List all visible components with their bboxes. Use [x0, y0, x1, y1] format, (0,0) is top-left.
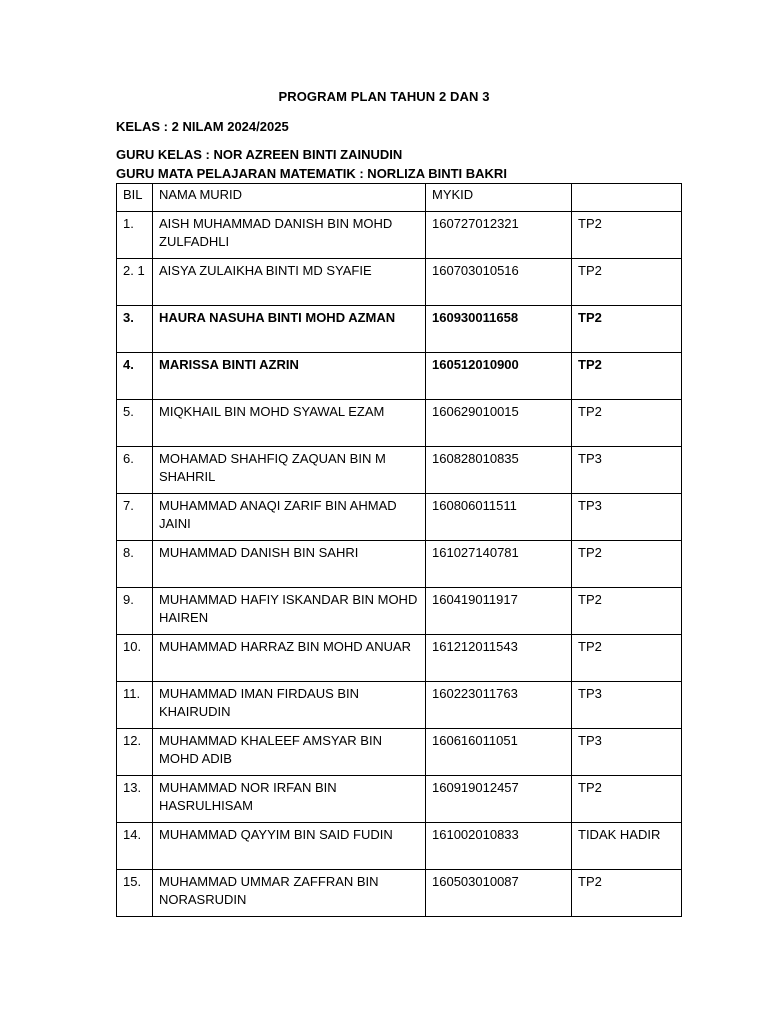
cell-nama-murid: MOHAMAD SHAHFIQ ZAQUAN BIN M SHAHRIL: [153, 447, 426, 494]
cell-nama-murid: MUHAMMAD DANISH BIN SAHRI: [153, 541, 426, 588]
table-row: [117, 447, 682, 494]
class-line: KELAS : 2 NILAM 2024/2025: [116, 119, 289, 134]
subject-teacher-line: GURU MATA PELAJARAN MATEMATIK : NORLIZA BINTI BAKRI: [116, 166, 507, 181]
cell-bil: 9.: [117, 588, 153, 635]
cell-bil: 14.: [117, 823, 153, 870]
table-row: [117, 353, 682, 400]
table-row: [117, 635, 682, 682]
cell-tp: TP2: [572, 400, 682, 447]
header-nama-murid: NAMA MURID: [153, 184, 426, 212]
table-row: [117, 400, 682, 447]
cell-bil: 4.: [117, 353, 153, 400]
cell-nama-murid: MUHAMMAD NOR IRFAN BIN HASRULHISAM: [153, 776, 426, 823]
cell-mykid: 161002010833: [426, 823, 572, 870]
cell-mykid: 160629010015: [426, 400, 572, 447]
cell-mykid: 160930011658: [426, 306, 572, 353]
cell-bil: 2. 1: [117, 259, 153, 306]
cell-mykid: 160419011917: [426, 588, 572, 635]
cell-tp: TP2: [572, 870, 682, 917]
class-teacher-line: GURU KELAS : NOR AZREEN BINTI ZAINUDIN: [116, 147, 403, 162]
cell-tp: TP2: [572, 541, 682, 588]
cell-bil: 1.: [117, 212, 153, 259]
cell-nama-murid: MUHAMMAD ANAQI ZARIF BIN AHMAD JAINI: [153, 494, 426, 541]
cell-bil: 8.: [117, 541, 153, 588]
cell-tp: TP3: [572, 494, 682, 541]
table-header-row: [117, 184, 682, 212]
cell-nama-murid: MUHAMMAD KHALEEF AMSYAR BIN MOHD ADIB: [153, 729, 426, 776]
header-bil: BIL: [117, 184, 153, 212]
table-body: [117, 212, 682, 917]
cell-bil: 5.: [117, 400, 153, 447]
cell-mykid: 160919012457: [426, 776, 572, 823]
cell-nama-murid: MIQKHAIL BIN MOHD SYAWAL EZAM: [153, 400, 426, 447]
cell-tp: TP2: [572, 212, 682, 259]
cell-mykid: 160512010900: [426, 353, 572, 400]
cell-tp: TP2: [572, 259, 682, 306]
cell-nama-murid: AISYA ZULAIKHA BINTI MD SYAFIE: [153, 259, 426, 306]
cell-nama-murid: HAURA NASUHA BINTI MOHD AZMAN: [153, 306, 426, 353]
cell-bil: 10.: [117, 635, 153, 682]
cell-mykid: 160806011511: [426, 494, 572, 541]
cell-bil: 11.: [117, 682, 153, 729]
cell-mykid: 161027140781: [426, 541, 572, 588]
cell-tp: TP2: [572, 588, 682, 635]
cell-bil: 3.: [117, 306, 153, 353]
student-table: [116, 183, 682, 917]
cell-mykid: 160616011051: [426, 729, 572, 776]
cell-tp: TP3: [572, 447, 682, 494]
cell-nama-murid: MUHAMMAD HAFIY ISKANDAR BIN MOHD HAIREN: [153, 588, 426, 635]
table-row: [117, 776, 682, 823]
table-row: [117, 212, 682, 259]
table-row: [117, 588, 682, 635]
cell-mykid: 160828010835: [426, 447, 572, 494]
table-row: [117, 259, 682, 306]
cell-nama-murid: AISH MUHAMMAD DANISH BIN MOHD ZULFADHLI: [153, 212, 426, 259]
cell-tp: TP3: [572, 682, 682, 729]
table-row: [117, 682, 682, 729]
document-title: PROGRAM PLAN TAHUN 2 DAN 3: [278, 89, 490, 104]
header-mykid: MYKID: [426, 184, 572, 212]
cell-bil: 15.: [117, 870, 153, 917]
cell-mykid: 160703010516: [426, 259, 572, 306]
cell-bil: 12.: [117, 729, 153, 776]
cell-mykid: 161212011543: [426, 635, 572, 682]
header-tp: [572, 184, 682, 212]
table-row: [117, 541, 682, 588]
cell-bil: 7.: [117, 494, 153, 541]
cell-tp: TP3: [572, 729, 682, 776]
cell-mykid: 160223011763: [426, 682, 572, 729]
cell-tp: TP2: [572, 306, 682, 353]
cell-tp: TP2: [572, 776, 682, 823]
cell-nama-murid: MUHAMMAD IMAN FIRDAUS BIN KHAIRUDIN: [153, 682, 426, 729]
cell-tp: TP2: [572, 353, 682, 400]
cell-nama-murid: MUHAMMAD QAYYIM BIN SAID FUDIN: [153, 823, 426, 870]
table-row: [117, 306, 682, 353]
table-row: [117, 870, 682, 917]
cell-mykid: 160727012321: [426, 212, 572, 259]
table-row: [117, 823, 682, 870]
cell-bil: 13.: [117, 776, 153, 823]
cell-nama-murid: MUHAMMAD HARRAZ BIN MOHD ANUAR: [153, 635, 426, 682]
cell-tp: TP2: [572, 635, 682, 682]
cell-tp: TIDAK HADIR: [572, 823, 682, 870]
cell-bil: 6.: [117, 447, 153, 494]
table-row: [117, 729, 682, 776]
cell-nama-murid: MUHAMMAD UMMAR ZAFFRAN BIN NORASRUDIN: [153, 870, 426, 917]
cell-mykid: 160503010087: [426, 870, 572, 917]
table-row: [117, 494, 682, 541]
cell-nama-murid: MARISSA BINTI AZRIN: [153, 353, 426, 400]
